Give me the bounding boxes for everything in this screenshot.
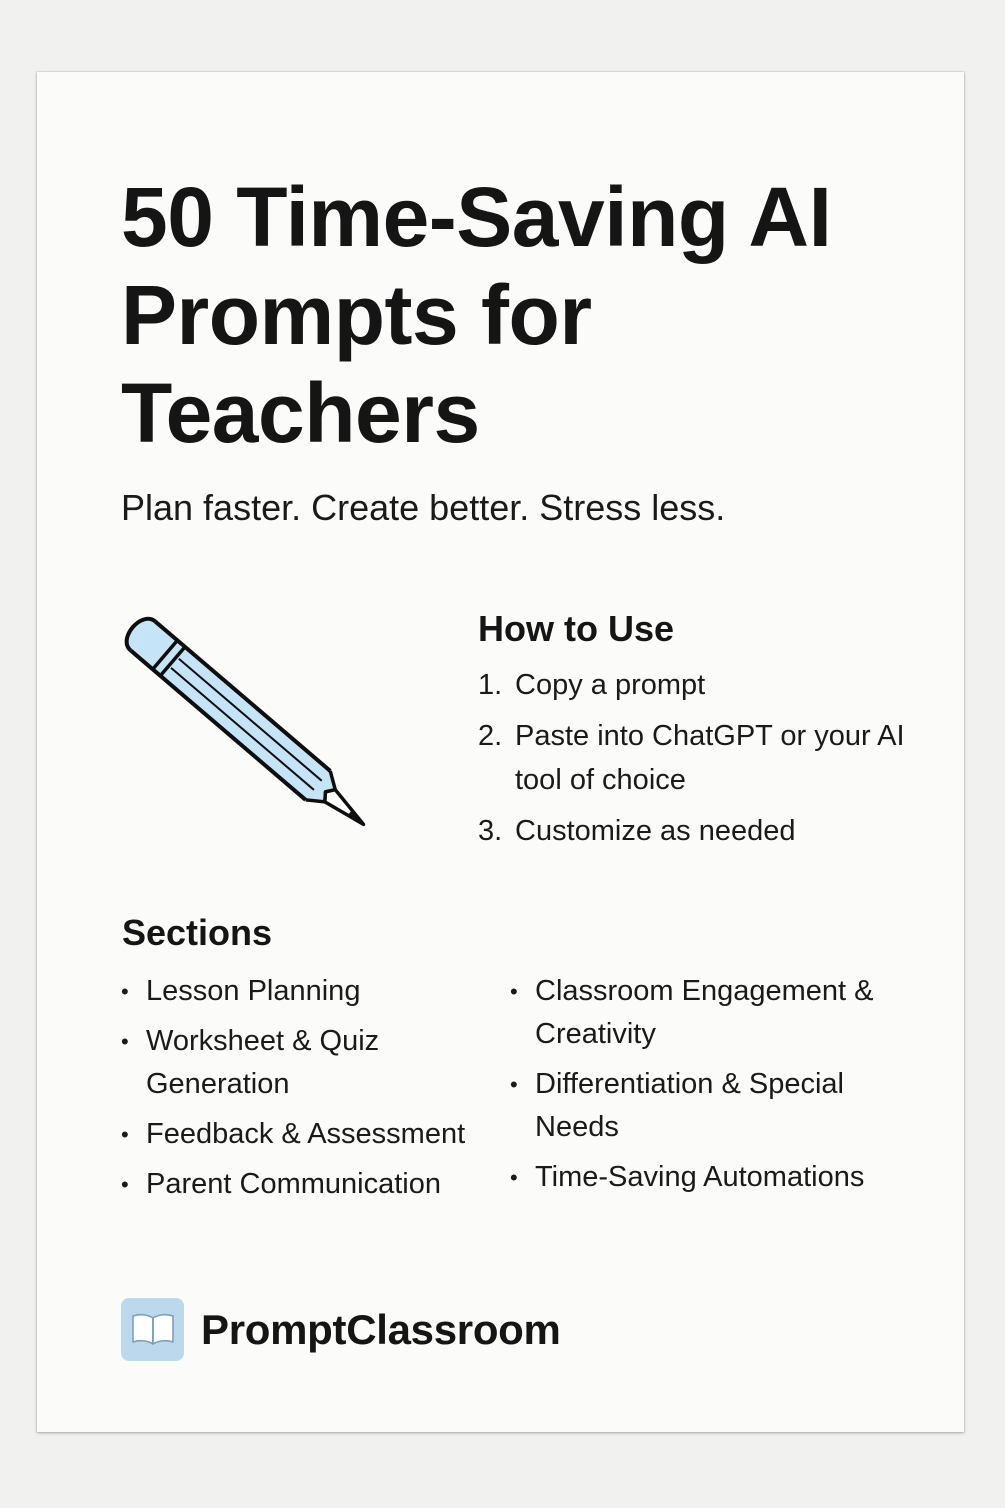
step-text: Copy a prompt bbox=[515, 669, 706, 701]
sections-heading: Sections bbox=[122, 912, 273, 953]
section-label: Differentiation & Special Needs bbox=[535, 1068, 844, 1143]
section-item bbox=[121, 1113, 511, 1156]
how-to-use-steps bbox=[478, 663, 918, 853]
step-item bbox=[478, 809, 918, 853]
bullet-icon: • bbox=[510, 1165, 518, 1190]
open-book-icon bbox=[121, 1298, 184, 1361]
tagline: Plan faster. Create better. Stress less. bbox=[121, 487, 726, 528]
step-number: 1. bbox=[478, 669, 503, 701]
bullet-icon: • bbox=[121, 1172, 129, 1197]
bullet-icon: • bbox=[121, 1122, 129, 1147]
how-to-use-panel bbox=[478, 607, 918, 860]
step-number: 3. bbox=[478, 815, 503, 847]
brand-logo bbox=[121, 1298, 561, 1361]
sections-list-right bbox=[510, 970, 910, 1206]
section-item bbox=[121, 1020, 511, 1106]
pencil-icon bbox=[119, 594, 369, 834]
page-title: 50 Time-Saving AI Prompts for Teachers bbox=[121, 170, 832, 460]
bullet-icon: • bbox=[121, 979, 129, 1004]
step-item bbox=[478, 714, 918, 802]
brand-name: PromptClassroom bbox=[201, 1305, 561, 1353]
section-label: Time-Saving Automations bbox=[535, 1161, 865, 1193]
section-label: Parent Communication bbox=[146, 1168, 441, 1200]
step-text: Paste into ChatGPT or your AI tool of choice bbox=[515, 720, 905, 796]
step-item bbox=[478, 663, 918, 707]
bullet-icon: • bbox=[510, 979, 518, 1004]
section-label: Worksheet & Quiz Generation bbox=[146, 1025, 380, 1100]
flyer-card bbox=[37, 72, 964, 1432]
section-label: Lesson Planning bbox=[146, 975, 361, 1007]
section-label: Feedback & Assessment bbox=[146, 1118, 466, 1150]
section-item bbox=[510, 1156, 910, 1199]
bullet-icon: • bbox=[121, 1029, 129, 1054]
section-item bbox=[121, 1163, 511, 1206]
bullet-icon: • bbox=[510, 1072, 518, 1097]
section-label: Classroom Engagement & Creativity bbox=[535, 975, 874, 1050]
step-text: Customize as needed bbox=[515, 815, 796, 847]
how-to-use-heading: How to Use bbox=[478, 608, 675, 649]
section-item bbox=[121, 970, 511, 1013]
sections-list-left bbox=[121, 970, 511, 1213]
step-number: 2. bbox=[478, 720, 503, 752]
section-item bbox=[510, 970, 910, 1056]
section-item bbox=[510, 1063, 910, 1149]
